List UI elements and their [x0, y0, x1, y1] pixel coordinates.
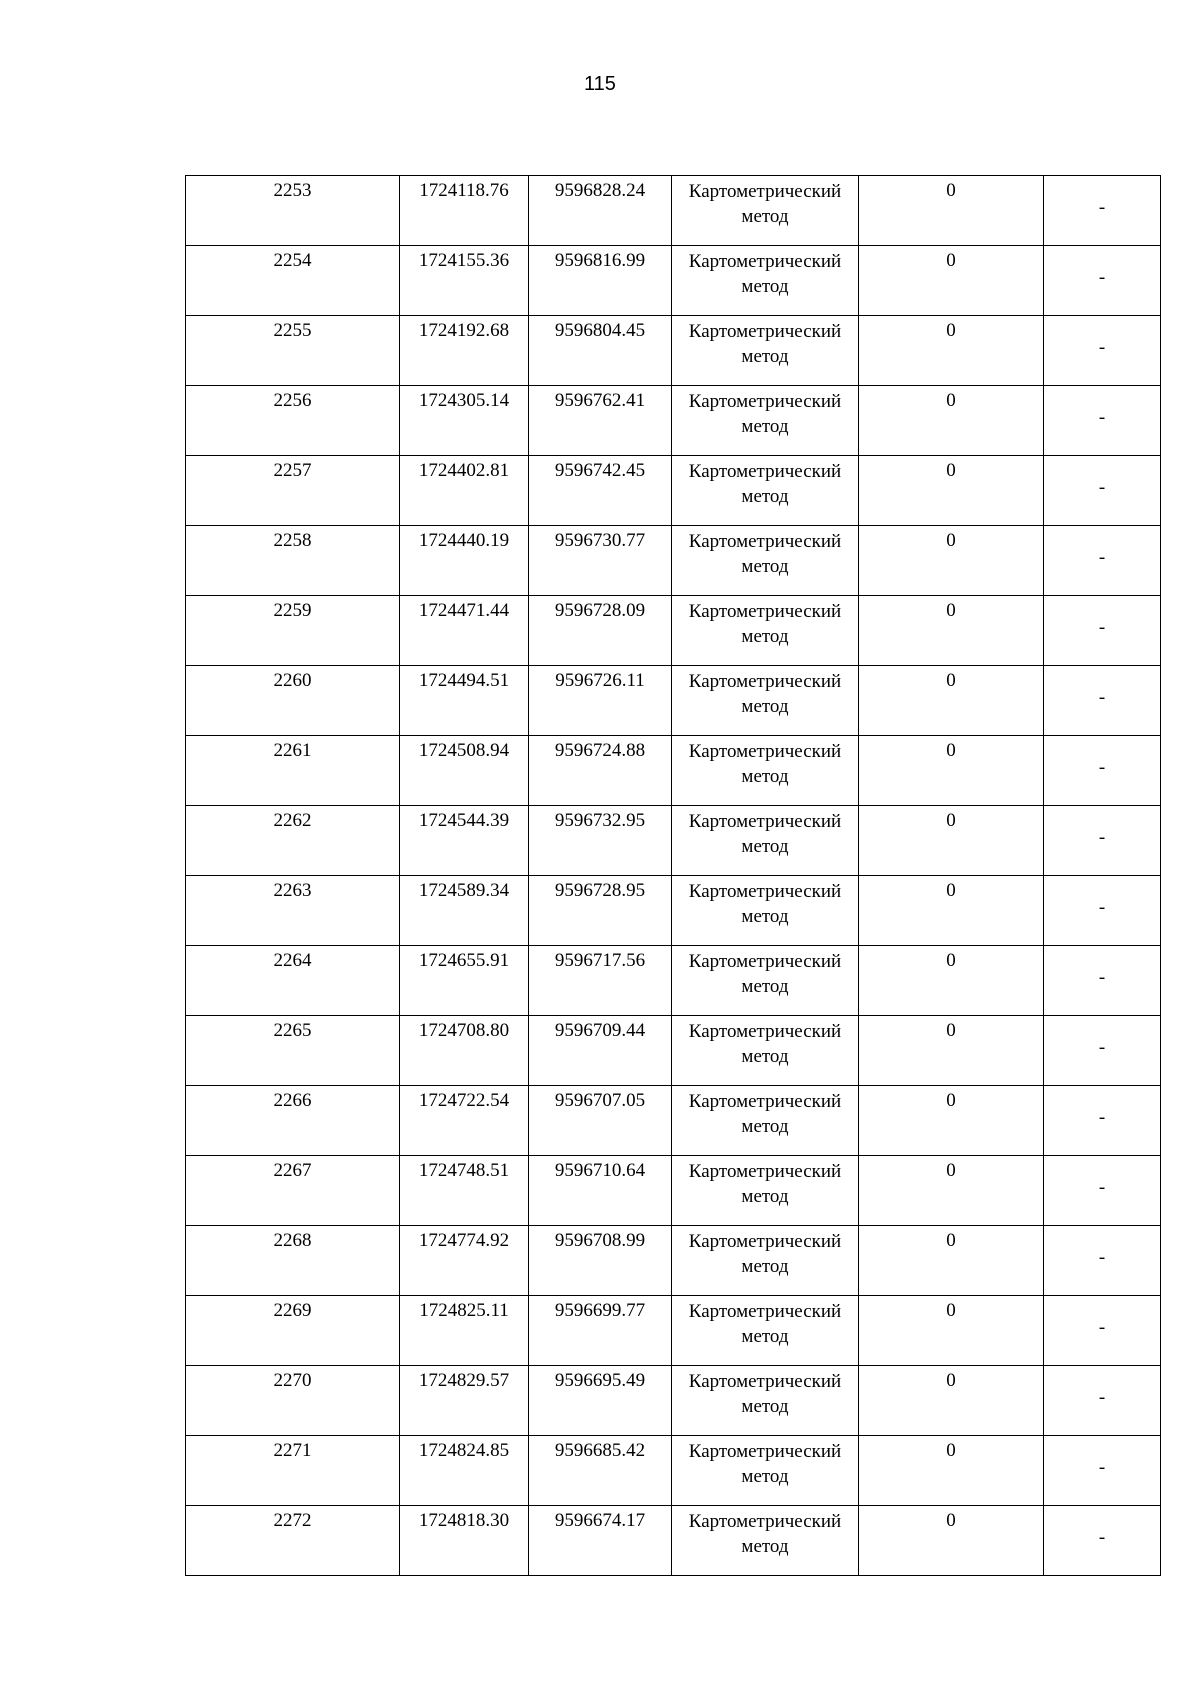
y-coordinate-cell: 9596730.77: [529, 526, 672, 596]
method-cell: Картометрический метод: [672, 666, 859, 736]
point-number-cell: 2272: [186, 1506, 400, 1576]
error-cell: 0: [859, 666, 1044, 736]
note-cell: -: [1044, 316, 1161, 386]
note-cell: -: [1044, 946, 1161, 1016]
table-row: [186, 1086, 1161, 1156]
note-cell: -: [1044, 386, 1161, 456]
error-cell: 0: [859, 1436, 1044, 1506]
y-coordinate-cell: 9596717.56: [529, 946, 672, 1016]
y-coordinate-cell: 9596828.24: [529, 176, 672, 246]
method-cell: Картометрический метод: [672, 1506, 859, 1576]
table-row: [186, 246, 1161, 316]
error-cell: 0: [859, 1086, 1044, 1156]
x-coordinate-cell: 1724774.92: [400, 1226, 529, 1296]
y-coordinate-cell: 9596726.11: [529, 666, 672, 736]
y-coordinate-cell: 9596816.99: [529, 246, 672, 316]
method-cell: Картометрический метод: [672, 526, 859, 596]
error-cell: 0: [859, 386, 1044, 456]
x-coordinate-cell: 1724708.80: [400, 1016, 529, 1086]
point-number-cell: 2262: [186, 806, 400, 876]
y-coordinate-cell: 9596709.44: [529, 1016, 672, 1086]
error-cell: 0: [859, 876, 1044, 946]
method-cell: Картометрический метод: [672, 596, 859, 666]
table-row: [186, 876, 1161, 946]
table-row: [186, 736, 1161, 806]
table-row: [186, 386, 1161, 456]
table-row: [186, 596, 1161, 666]
method-cell: Картометрический метод: [672, 456, 859, 526]
error-cell: 0: [859, 526, 1044, 596]
table-row: [186, 1296, 1161, 1366]
y-coordinate-cell: 9596724.88: [529, 736, 672, 806]
method-cell: Картометрический метод: [672, 1226, 859, 1296]
x-coordinate-cell: 1724818.30: [400, 1506, 529, 1576]
method-cell: Картометрический метод: [672, 946, 859, 1016]
error-cell: 0: [859, 1226, 1044, 1296]
method-cell: Картометрический метод: [672, 176, 859, 246]
note-cell: -: [1044, 176, 1161, 246]
y-coordinate-cell: 9596728.09: [529, 596, 672, 666]
note-cell: -: [1044, 526, 1161, 596]
table-row: [186, 1226, 1161, 1296]
table-row: [186, 456, 1161, 526]
method-cell: Картометрический метод: [672, 246, 859, 316]
point-number-cell: 2253: [186, 176, 400, 246]
x-coordinate-cell: 1724825.11: [400, 1296, 529, 1366]
x-coordinate-cell: 1724829.57: [400, 1366, 529, 1436]
point-number-cell: 2256: [186, 386, 400, 456]
method-cell: Картометрический метод: [672, 736, 859, 806]
point-number-cell: 2266: [186, 1086, 400, 1156]
point-number-cell: 2269: [186, 1296, 400, 1366]
point-number-cell: 2254: [186, 246, 400, 316]
note-cell: -: [1044, 1226, 1161, 1296]
method-cell: Картометрический метод: [672, 1296, 859, 1366]
point-number-cell: 2270: [186, 1366, 400, 1436]
y-coordinate-cell: 9596699.77: [529, 1296, 672, 1366]
x-coordinate-cell: 1724155.36: [400, 246, 529, 316]
error-cell: 0: [859, 736, 1044, 806]
note-cell: -: [1044, 456, 1161, 526]
table-row: [186, 176, 1161, 246]
table-row: [186, 316, 1161, 386]
method-cell: Картометрический метод: [672, 386, 859, 456]
point-number-cell: 2263: [186, 876, 400, 946]
x-coordinate-cell: 1724508.94: [400, 736, 529, 806]
method-cell: Картометрический метод: [672, 316, 859, 386]
note-cell: -: [1044, 666, 1161, 736]
error-cell: 0: [859, 316, 1044, 386]
y-coordinate-cell: 9596804.45: [529, 316, 672, 386]
point-number-cell: 2258: [186, 526, 400, 596]
table-row: [186, 1506, 1161, 1576]
x-coordinate-cell: 1724118.76: [400, 176, 529, 246]
error-cell: 0: [859, 946, 1044, 1016]
x-coordinate-cell: 1724748.51: [400, 1156, 529, 1226]
x-coordinate-cell: 1724824.85: [400, 1436, 529, 1506]
y-coordinate-cell: 9596728.95: [529, 876, 672, 946]
note-cell: -: [1044, 1436, 1161, 1506]
table-row: [186, 1366, 1161, 1436]
point-number-cell: 2268: [186, 1226, 400, 1296]
table-row: [186, 526, 1161, 596]
x-coordinate-cell: 1724440.19: [400, 526, 529, 596]
x-coordinate-cell: 1724305.14: [400, 386, 529, 456]
point-number-cell: 2257: [186, 456, 400, 526]
y-coordinate-cell: 9596710.64: [529, 1156, 672, 1226]
table-row: [186, 946, 1161, 1016]
y-coordinate-cell: 9596732.95: [529, 806, 672, 876]
note-cell: -: [1044, 1156, 1161, 1226]
x-coordinate-cell: 1724544.39: [400, 806, 529, 876]
point-number-cell: 2267: [186, 1156, 400, 1226]
method-cell: Картометрический метод: [672, 1016, 859, 1086]
table-row: [186, 1016, 1161, 1086]
point-number-cell: 2264: [186, 946, 400, 1016]
table-row: [186, 1436, 1161, 1506]
table-row: [186, 666, 1161, 736]
x-coordinate-cell: 1724655.91: [400, 946, 529, 1016]
coordinates-table: [185, 175, 1161, 1576]
point-number-cell: 2259: [186, 596, 400, 666]
error-cell: 0: [859, 1506, 1044, 1576]
y-coordinate-cell: 9596707.05: [529, 1086, 672, 1156]
x-coordinate-cell: 1724471.44: [400, 596, 529, 666]
error-cell: 0: [859, 176, 1044, 246]
y-coordinate-cell: 9596708.99: [529, 1226, 672, 1296]
note-cell: -: [1044, 736, 1161, 806]
method-cell: Картометрический метод: [672, 1086, 859, 1156]
error-cell: 0: [859, 1156, 1044, 1226]
x-coordinate-cell: 1724494.51: [400, 666, 529, 736]
y-coordinate-cell: 9596695.49: [529, 1366, 672, 1436]
point-number-cell: 2271: [186, 1436, 400, 1506]
error-cell: 0: [859, 806, 1044, 876]
table-row: [186, 1156, 1161, 1226]
method-cell: Картометрический метод: [672, 1366, 859, 1436]
error-cell: 0: [859, 456, 1044, 526]
error-cell: 0: [859, 596, 1044, 666]
note-cell: -: [1044, 1296, 1161, 1366]
note-cell: -: [1044, 1086, 1161, 1156]
point-number-cell: 2260: [186, 666, 400, 736]
note-cell: -: [1044, 1366, 1161, 1436]
table-row: [186, 806, 1161, 876]
y-coordinate-cell: 9596742.45: [529, 456, 672, 526]
y-coordinate-cell: 9596762.41: [529, 386, 672, 456]
note-cell: -: [1044, 1016, 1161, 1086]
point-number-cell: 2265: [186, 1016, 400, 1086]
point-number-cell: 2261: [186, 736, 400, 806]
method-cell: Картометрический метод: [672, 806, 859, 876]
x-coordinate-cell: 1724589.34: [400, 876, 529, 946]
page-number: 115: [584, 73, 616, 95]
method-cell: Картометрический метод: [672, 1436, 859, 1506]
y-coordinate-cell: 9596674.17: [529, 1506, 672, 1576]
method-cell: Картометрический метод: [672, 1156, 859, 1226]
error-cell: 0: [859, 1366, 1044, 1436]
coordinates-table-body: [186, 176, 1161, 1576]
error-cell: 0: [859, 246, 1044, 316]
note-cell: -: [1044, 596, 1161, 666]
point-number-cell: 2255: [186, 316, 400, 386]
note-cell: -: [1044, 1506, 1161, 1576]
note-cell: -: [1044, 806, 1161, 876]
y-coordinate-cell: 9596685.42: [529, 1436, 672, 1506]
note-cell: -: [1044, 876, 1161, 946]
error-cell: 0: [859, 1016, 1044, 1086]
x-coordinate-cell: 1724722.54: [400, 1086, 529, 1156]
x-coordinate-cell: 1724192.68: [400, 316, 529, 386]
method-cell: Картометрический метод: [672, 876, 859, 946]
x-coordinate-cell: 1724402.81: [400, 456, 529, 526]
error-cell: 0: [859, 1296, 1044, 1366]
note-cell: -: [1044, 246, 1161, 316]
